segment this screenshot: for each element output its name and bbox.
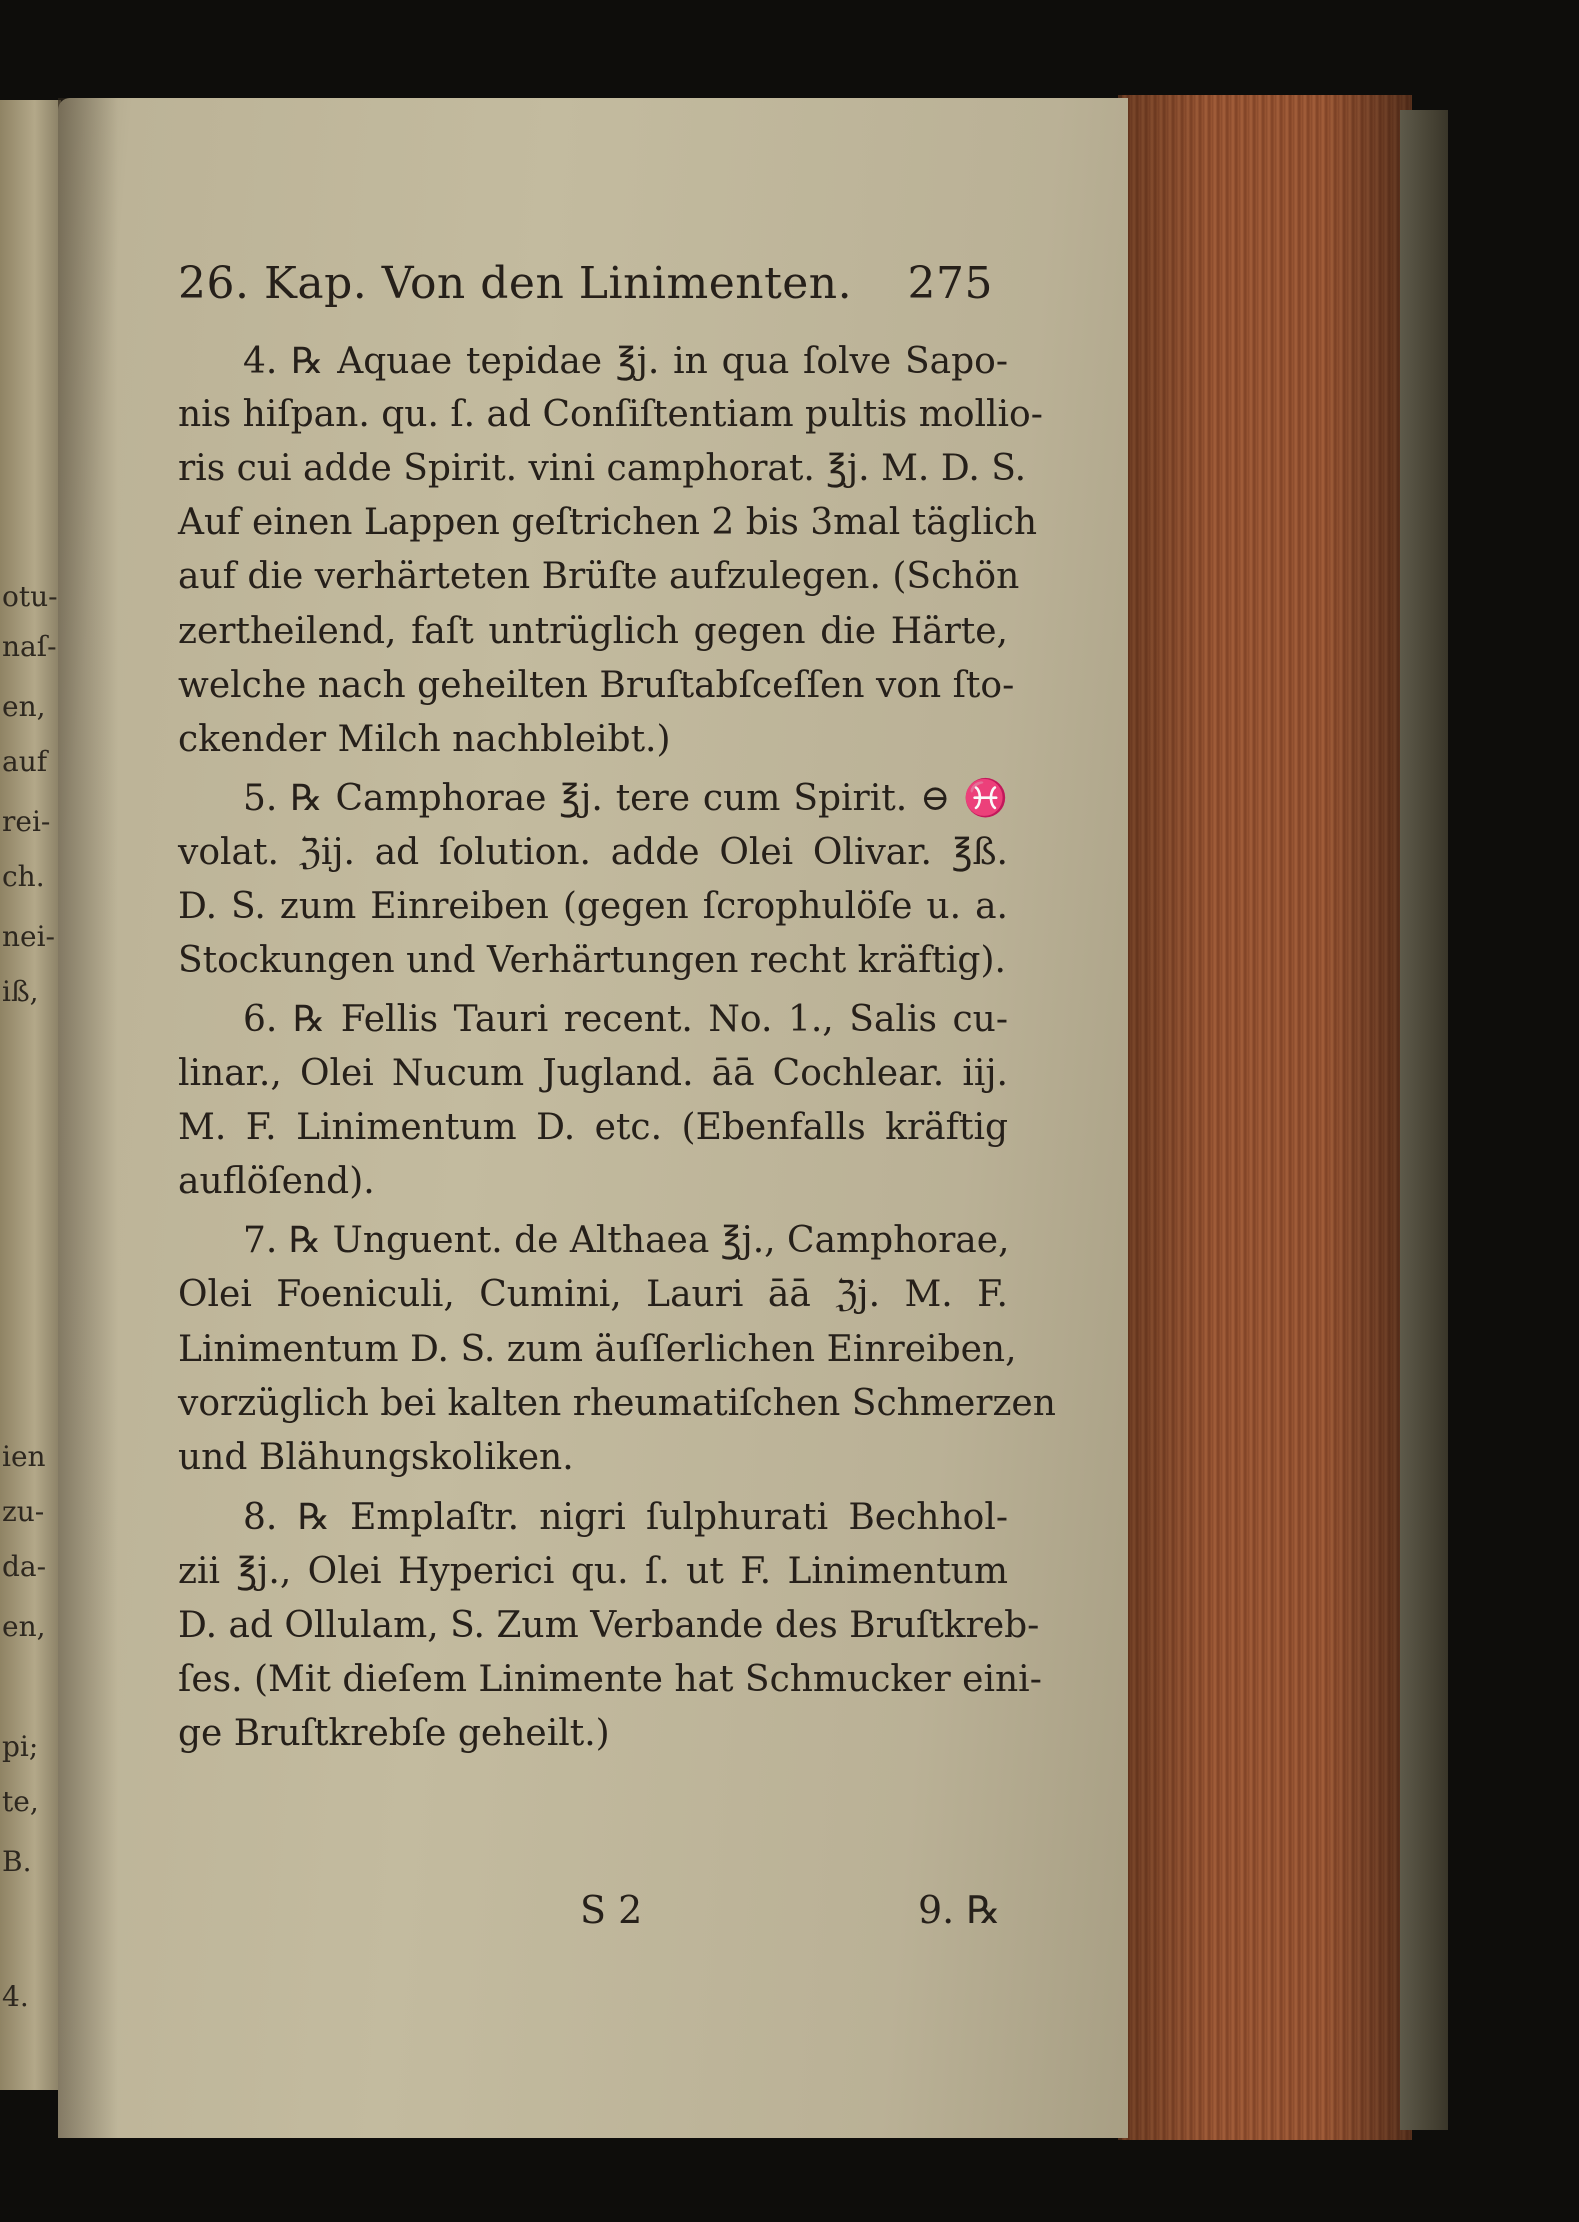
text-line: Linimentum D. S. zum äuſſerlichen Einreiben, — [178, 1329, 1017, 1370]
text-line: und Blähungskoliken. — [178, 1437, 574, 1478]
text-line: Auf einen Lappen geſtrichen 2 bis 3mal täglich — [178, 502, 1038, 543]
left-page-fragment: nei- — [2, 920, 56, 953]
text-line: ge Bruſtkrebſe geheilt.) — [178, 1713, 610, 1754]
signature-mark: S 2 — [580, 1888, 643, 1932]
text-line: ſes. (Mit dieſem Linimente hat Schmucker eini- — [178, 1659, 1042, 1700]
left-page-fragment: da- — [2, 1550, 47, 1583]
left-page-fragment: te, — [2, 1785, 39, 1818]
left-page-fragment: B. — [2, 1845, 32, 1878]
left-page-edge — [0, 100, 61, 2090]
text-line: ris cui adde Spirit. vini camphorat. ℥j. M. D. S. — [178, 448, 1027, 489]
text-line: Stockungen und Verhärtungen recht kräftig). — [178, 940, 1006, 981]
left-page-fragment: otu- — [2, 580, 58, 613]
text-line: auflöſend). — [178, 1161, 375, 1202]
text-line: D. ad Ollulam, S. Zum Verbande des Bruſtkreb- — [178, 1605, 1040, 1646]
running-header — [178, 258, 993, 309]
text-line: linar., Olei Nucum Jugland. āā Cochlear. iij. — [178, 1053, 1008, 1094]
text-line-recipe-8: 8. ℞ Emplaſtr. nigri ſulphurati Bechhol- — [243, 1497, 1008, 1538]
text-line-recipe-6: 6. ℞ Fellis Tauri recent. No. 1., Salis cu- — [243, 999, 1008, 1040]
left-page-fragment: pi; — [2, 1730, 39, 1763]
left-page-fragment: naſ- — [2, 630, 57, 663]
left-page-fragment: ien — [2, 1440, 46, 1473]
text-line-recipe-4: 4. ℞ Aquae tepidae ℥j. in qua ſolve Sapo- — [243, 341, 1008, 382]
text-line: nis hiſpan. qu. ſ. ad Conſiſtentiam pultis mollio- — [178, 394, 1043, 435]
text-line: volat. ℨij. ad ſolution. adde Olei Olivar. ℥ß. — [178, 832, 1008, 873]
text-line-recipe-7: 7. ℞ Unguent. de Althaea ℥j., Camphorae, — [243, 1220, 1010, 1261]
book-cover-edge — [1400, 110, 1448, 2130]
text-line: D. S. zum Einreiben (gegen ſcrophulöſe u. a. — [178, 886, 1008, 927]
catchword: 9. ℞ — [918, 1888, 1001, 1932]
book-fore-edge — [1118, 95, 1412, 2140]
left-page-fragment: zu- — [2, 1495, 45, 1528]
gutter-shadow — [58, 98, 118, 2138]
text-line: ckender Milch nachbleibt.) — [178, 719, 671, 760]
text-line: auf die verhärteten Brüſte aufzulegen. (Schön — [178, 556, 1020, 597]
chapter-title: 26. Kap. Von den Linimenten. — [178, 258, 853, 309]
text-line: Olei Foeniculi, Cumini, Lauri āā ℨj. M. F. — [178, 1274, 1008, 1315]
left-page-fragment: auf — [2, 745, 48, 778]
text-line: M. F. Linimentum D. etc. (Ebenfalls kräftig — [178, 1107, 1008, 1148]
text-line-recipe-5: 5. ℞ Camphorae ℥j. tere cum Spirit. ⊖ ♓ — [243, 778, 1008, 819]
left-page-fragment: rei- — [2, 805, 51, 838]
left-page-fragment: iß, — [2, 975, 39, 1008]
page-number: 275 — [907, 258, 993, 309]
book-page — [58, 98, 1128, 2138]
left-page-fragment: ch. — [2, 860, 45, 893]
fore-edge-shading — [1122, 95, 1412, 2140]
text-line: welche nach geheilten Bruſtabſceſſen von ſto- — [178, 665, 1015, 706]
left-page-fragment: en, — [2, 1610, 46, 1643]
text-line: vorzüglich bei kalten rheumatiſchen Schmerzen — [178, 1383, 1056, 1424]
text-line: zii ℥j., Olei Hyperici qu. ſ. ut F. Linimentum — [178, 1551, 1008, 1592]
left-page-fragment: en, — [2, 690, 46, 723]
left-page-fragment: 4. — [2, 1980, 29, 2013]
text-line: zertheilend, faſt untrüglich gegen die Härte, — [178, 611, 1008, 652]
